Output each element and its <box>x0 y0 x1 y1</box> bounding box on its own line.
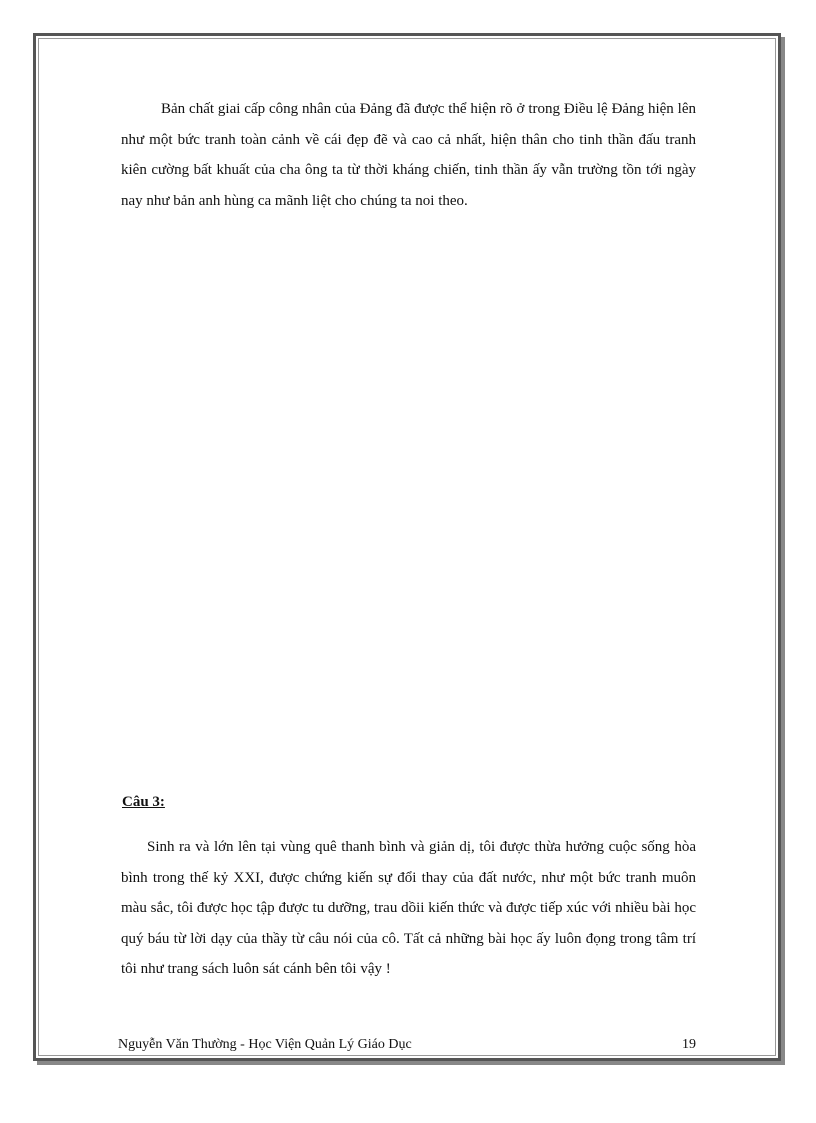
footer-page-number: 19 <box>682 1037 696 1052</box>
page-footer <box>118 1037 696 1053</box>
page-frame <box>33 33 781 1061</box>
body-paragraph-1: Bản chất giai cấp công nhân của Đảng đã được thể hiện rõ ở trong Điều lệ Đảng hiện lên như một bức tranh toàn cảnh về cái đẹp đẽ và cao cả nhất, hiện thân cho tinh thần đấu tranh kiên cường bất khuất của cha ông ta từ thời kháng chiến, tinh thần ấy vẫn trường tồn tới ngày nay như bản anh hùng ca mãnh liệt cho chúng ta noi theo. <box>121 101 696 209</box>
body-paragraph-2: Sinh ra và lớn lên tại vùng quê thanh bình và giản dị, tôi được thừa hưởng cuộc sống hòa bình trong thế kỷ XXI, được chứng kiến sự đổi thay của đất nước, như một bức tranh muôn màu sắc, tôi được học tập được tu dưỡng, trau dồii kiến thức và được tiếp xúc với nhiều bài học quý báu từ lời dạy của thầy từ câu nói của cô. Tất cả những bài học ấy luôn đọng trong tâm trí tôi như trang sách luôn sát cánh bên tôi vậy ! <box>121 839 696 977</box>
footer-author: Nguyễn Văn Thường - Học Viện Quản Lý Giáo Dục <box>118 1037 412 1052</box>
section-heading: Câu 3: <box>122 794 165 810</box>
